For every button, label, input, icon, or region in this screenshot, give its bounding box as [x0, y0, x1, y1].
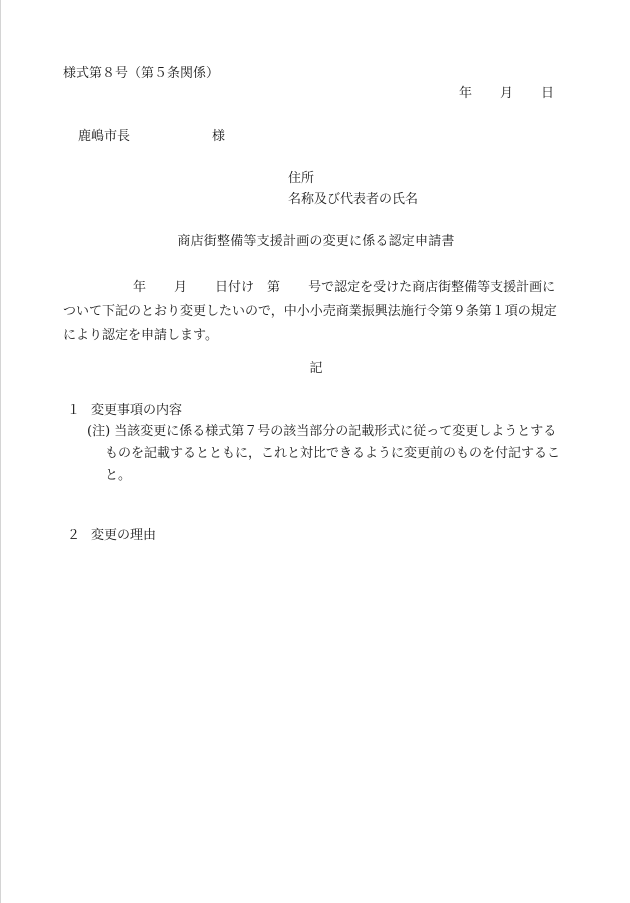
- approval-year-label: 年: [133, 280, 147, 295]
- form-number: 様式第８号（第５条関係）: [63, 66, 220, 81]
- paragraph-line-3: により認定を申請します。: [63, 328, 218, 343]
- note-line-1: (注) 当該変更に係る様式第７号の該当部分の記載形式に従って変更しようとする: [87, 424, 557, 439]
- date-year-label: 年: [459, 86, 473, 101]
- addressee-name: 鹿嶋市長: [78, 129, 131, 144]
- document-title: 商店街整備等支援計画の変更に係る認定申請書: [177, 234, 455, 249]
- addressee: [78, 129, 225, 145]
- ki-heading: 記: [309, 361, 323, 376]
- approval-month-label: 月: [174, 280, 188, 295]
- paragraph-line-2: ついて下記のとおり変更したいので，中小小売商業振興法施行令第９条第１項の規定: [63, 304, 557, 319]
- section-2-number: ２: [67, 528, 81, 543]
- approval-dated-label: 日付け: [215, 280, 255, 295]
- date-month-label: 月: [500, 86, 514, 101]
- section-1-number: １: [67, 403, 81, 418]
- date-day-label: 日: [541, 86, 555, 101]
- paragraph-line-1: [63, 276, 573, 300]
- section-1-title: 変更事項の内容: [91, 403, 183, 418]
- section-2-title: 変更の理由: [91, 528, 157, 543]
- note-line-2: ものを記載するとともに，これと対比できるように変更前のものを付記するこ: [105, 446, 561, 461]
- approval-number-prefix: 第: [267, 280, 281, 295]
- applicant-address-label: 住所: [288, 171, 315, 186]
- section-1-heading: [67, 403, 182, 419]
- section-2-heading: [67, 528, 156, 544]
- note-line-3: と。: [105, 468, 132, 483]
- section-1-note: [87, 421, 577, 487]
- applicant-name-label: 名称及び代表者の氏名: [288, 192, 419, 207]
- addressee-honorific: 様: [212, 129, 226, 144]
- date-row: [459, 86, 554, 102]
- paragraph-line-1-rest: 号で認定を受けた商店街整備等支援計画に: [308, 280, 556, 295]
- request-paragraph: [63, 276, 573, 348]
